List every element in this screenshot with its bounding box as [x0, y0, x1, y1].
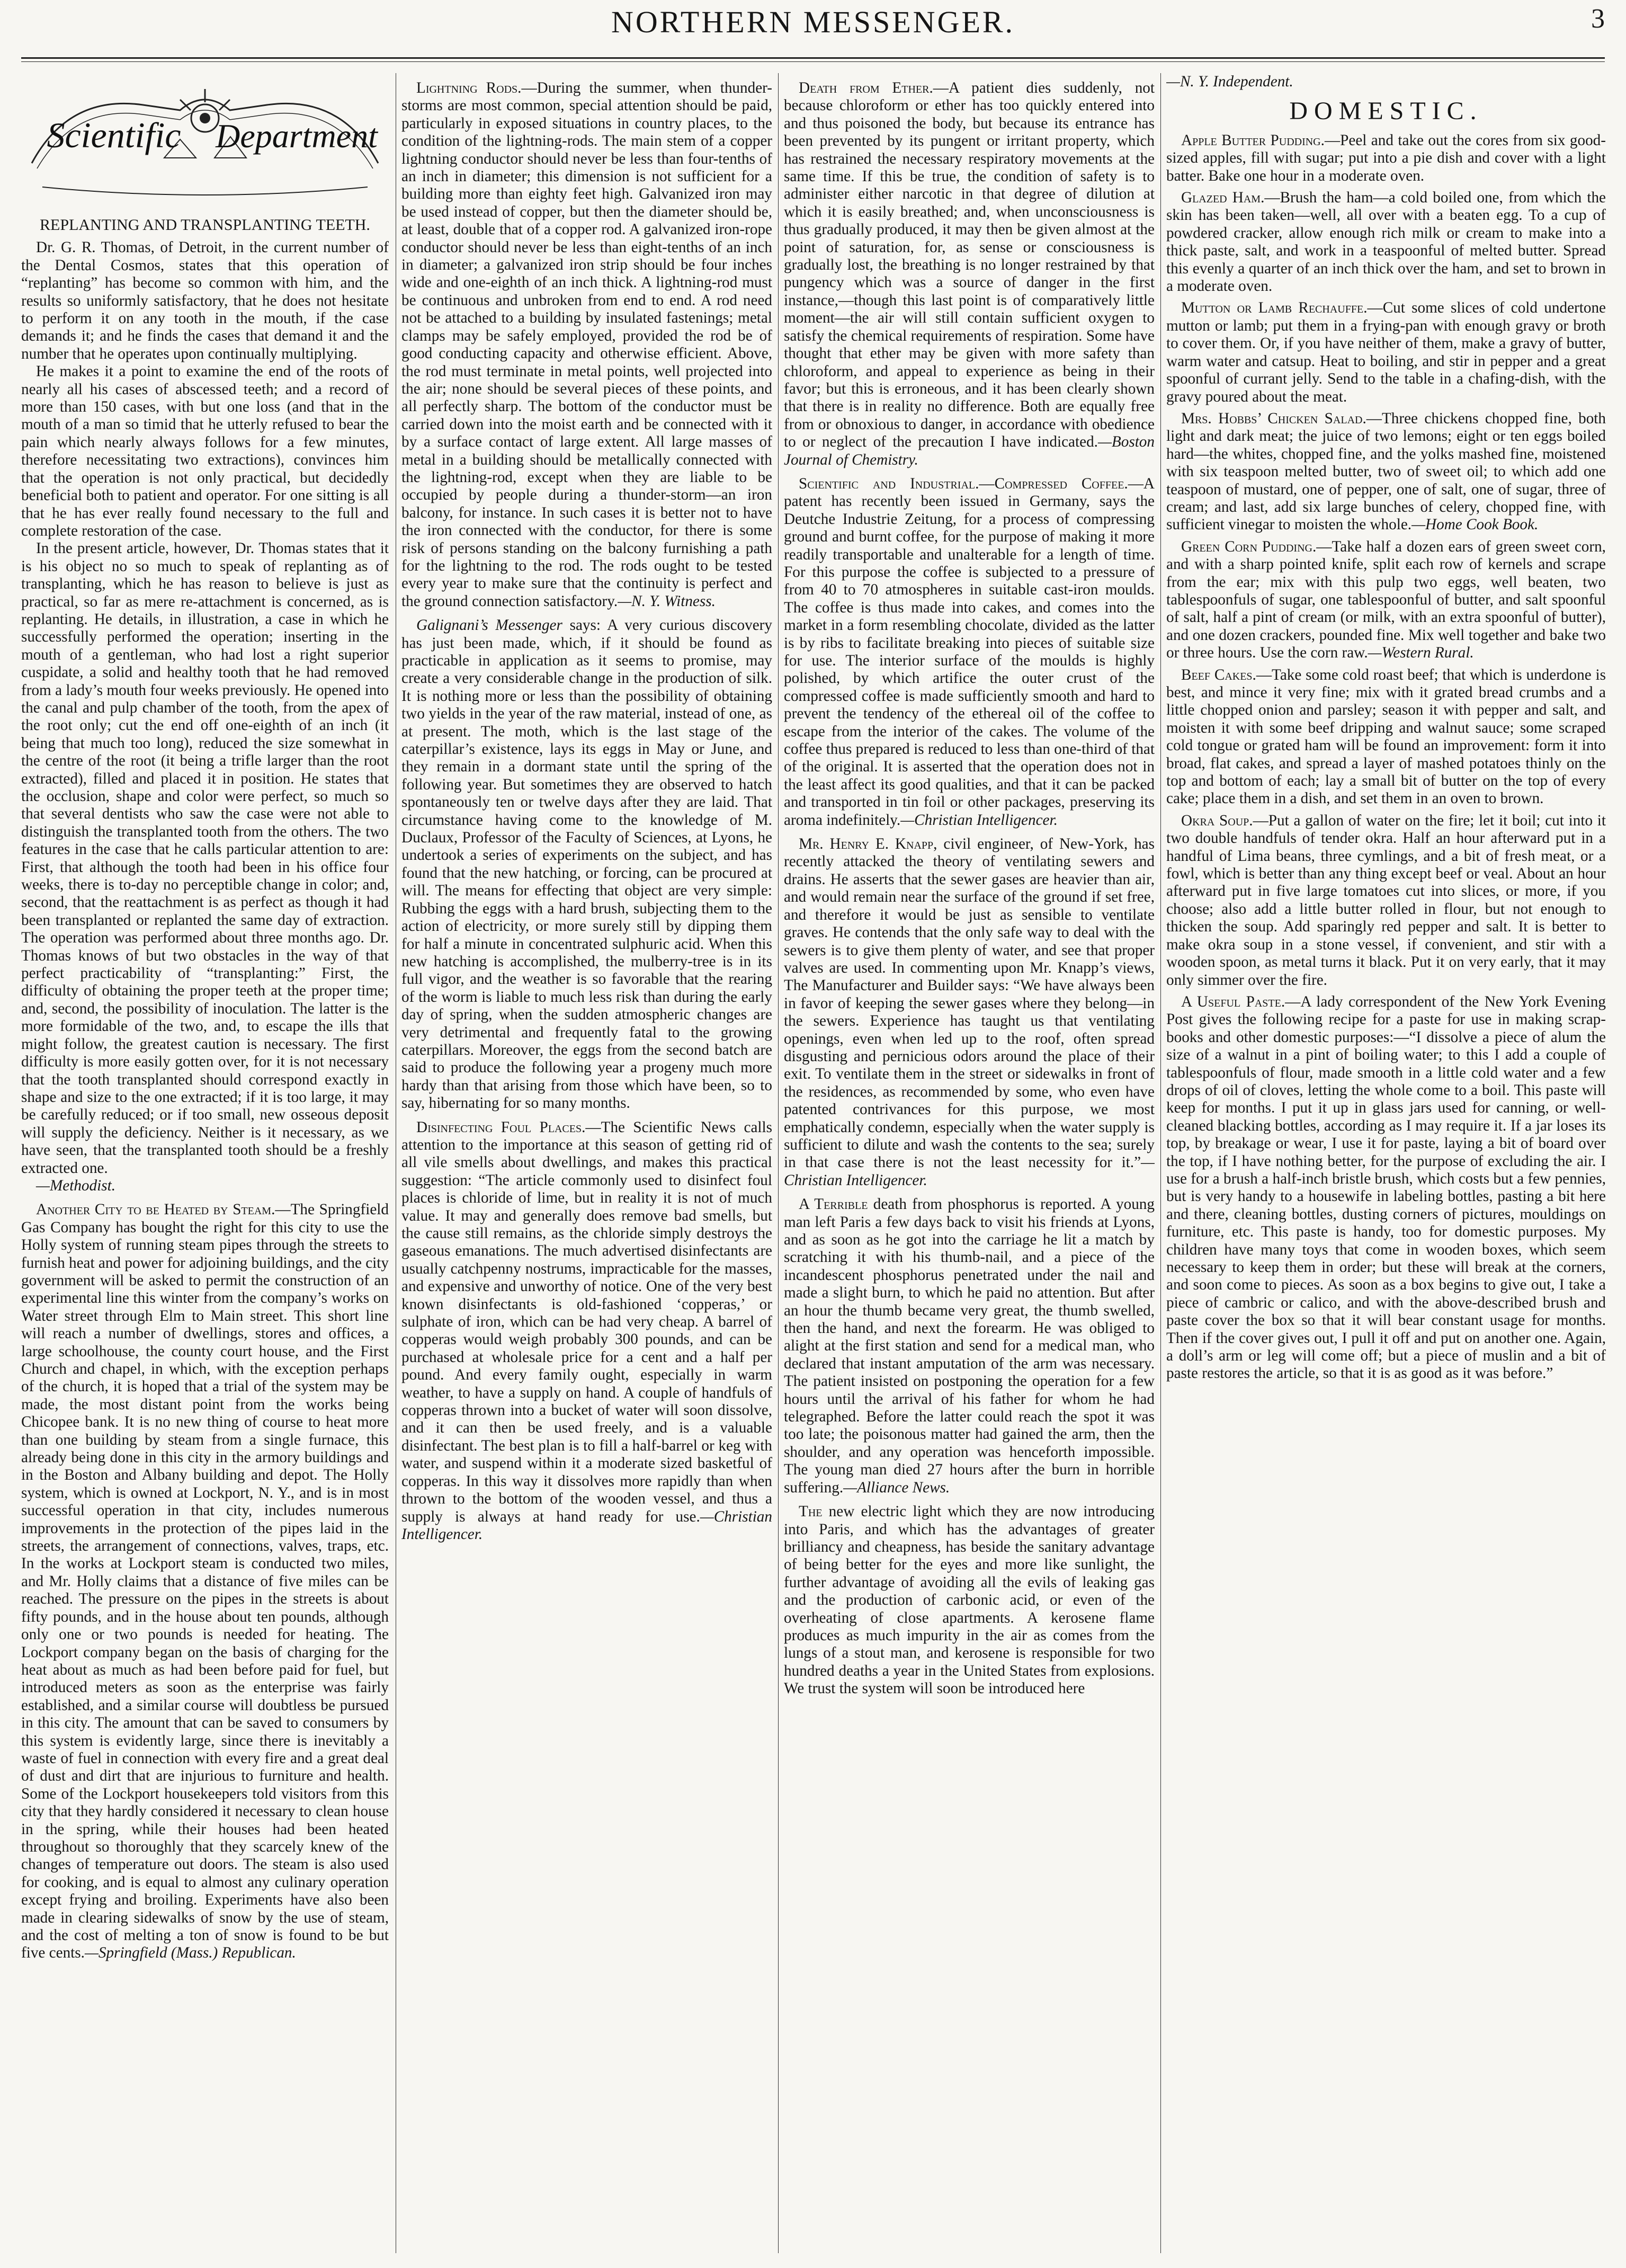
- article-phosphorus: [784, 1196, 1155, 1497]
- article-sewers: [784, 835, 1155, 1189]
- column-1: [21, 73, 389, 2253]
- recipe: [1166, 538, 1606, 662]
- page-number: 3: [1591, 4, 1605, 34]
- article-source: —Christian Intelligencer.: [900, 811, 1058, 829]
- recipe-source: —Home Cook Book.: [1411, 516, 1539, 533]
- banner-word-department: Department: [216, 117, 378, 155]
- article-text: —A patent has recently been issued in Germany, says the Deutche Industrie Zeitung, for a process of compressing ground and burnt coffee, for the purpose of making it more readily transportable and unalterable for a length of time. For this purpose the coffee is subjected to a pressure of from 40 to 70 atmospheres in suitable cast-iron moulds. The coffee is thus made into cakes, and comes into the market in a form resembling chocolate, divided as the latter is by ribs to facilitate breaking into pieces of suitable size for use. The interior surface of the moulds is highly polished, by which artifice the outer crust of the compressed coffee is made sufficiently smooth and hard to prevent the tendency of the ethereal oil of the coffee to escape from the interior of the cakes. The volume of the coffee thus prepared is reduced to less than one-third of that of the original. It is asserted that the operation does not in the least affect its good qualities, and that it can be packed and transported in tin foil or other packages, preserving its aroma indefinitely.: [784, 475, 1155, 829]
- column-divider: [1160, 73, 1161, 2253]
- recipe-text: —Cut some slices of cold undertone mutton or lamb; put them in a frying-pan with enough gravy or broth to cover them. Or, if you have neither of them, make a gravy of butter, warm water and catsup. Heat to boiling, and stir in pepper and a great spoonful of currant jelly. Send to the table in a chafing-dish, with the gravy poured about the meat.: [1166, 299, 1606, 405]
- article-lede: Another City to be Heated by Steam.: [36, 1201, 275, 1219]
- recipe-text: —Take half a dozen ears of green sweet corn, and with a sharp pointed knife, split each row of kernels and scrape from the ear; mix with this pulp two eggs, well beaten, two tablespoonfuls of sugar, one tablespoonful of butter, and salt spoonful of salt, half a pint of cream (or milk, with an extra spoonful of butter), and one dozen crackers, pounded fine. Mix well together and bake two or three hours. Use the corn raw.: [1166, 538, 1606, 662]
- article-disinfecting: [401, 1119, 772, 1544]
- article-source: —Methodist.: [36, 1177, 115, 1194]
- recipe: [1166, 666, 1606, 808]
- recipe-lede: Okra Soup.: [1181, 812, 1253, 829]
- article-lede: Scientific and Industrial.—Compressed Coffee.: [799, 475, 1128, 492]
- newspaper-title: NORTHERN MESSENGER.: [611, 5, 1015, 39]
- article-text: says: A very curious discovery has just been made, which, if it should be found as practicable in application as it seems to promise, may create a very considerable change in the production of silk. It is nothing more or less than the possibility of obtaining two yields in the year of the raw material, instead of one, as at present. The moth, which is the last stage of the caterpillar’s existence, lays its eggs in May or June, and they remain in a dormant state until the spring of the following year. But sometimes they are observed to hatch spontaneously ten or twelve days after they are laid. That circumstance having come to the knowledge of M. Duclaux, Professor of the Faculty of Sciences, at Lyons, he undertook a series of experiments on the subject, and has found that the new hatching, or forcing, can be procured at will. The means for effecting that object are very simple: Rubbing the eggs with a hard brush, subjecting them to the action of electricity, or more surely still by dipping them for half a minute in concentrated sulphuric acid. When this new hatching is accomplished, the mulberry-tree is in its full vigor, and the weather is so favorable that the rearing of the worm is liable to much less risk than during the early day of spring, when the sudden atmospheric changes are very detrimental and frequently fatal to the growing caterpillars. Moreover, the eggs from the second batch are said to produce the following year a progeny much more hardy than that arising from those which have been, so to say, hibernating for so many months.: [401, 617, 772, 1112]
- recipe: [1166, 812, 1606, 989]
- article-source: —Boston Journal of Chemistry.: [784, 433, 1155, 468]
- column-3: [784, 73, 1155, 2253]
- paragraph: He makes it a point to examine the end of the roots of nearly all his cases of abscessed teeth; and a record of more than 150 cases, with but one loss (and that in the mouth of a man so timid that he utterly refused to bear the pain which nearly always follows for a few minutes, therefore necessitating two extractions), convinces him that the operation is not only practical, but decidedly beneficial both to patient and operator. For one sitting is all that he has ever really found necessary to the full and complete restoration of the case.: [21, 363, 389, 539]
- recipe: [1166, 189, 1606, 295]
- article-text: new electric light which they are now introducing into Paris, and which has the advantages of greater brilliancy and cheapness, has beside the sanitary advantage of being better for the eyes and more like sunlight, the further advantage of avoiding all the evils of leaking gas and the production of carbonic acid, or even of the overheating of close apartments. A kerosene flame produces as much impurity in the air as comes from the lungs of a stout man, and kerosene is responsible for two hundred deaths a year in the United States from explosions. We trust the system will soon be introduced here: [784, 1503, 1155, 1697]
- column-4: [1166, 73, 1606, 2253]
- masthead: [21, 3, 1605, 56]
- scientific-department-banner: [21, 73, 389, 211]
- recipe-text: —A lady correspondent of the New York Evening Post gives the following recipe for a paste for use in making scrap-books and other domestic purposes:—“I dissolve a piece of alum the size of a walnut in a pint of boiling water; to this I add a couple of tablespoonfuls of flour, made smooth in a little cold water and a few drops of oil of cloves, letting the whole come to a boil. This paste will keep for months. I put it up in glass jars used for canning, or well-cleaned blacking bottles, according as I may require it. If a jar loses its top, by breakage or wear, I use it for paste, laying a bit of board over the top, if I have nothing better, for the purpose of excluding the air. I use for a brush a half-inch bristle brush, which costs but a few pennies, but is very handy to a housewife in labeling bottles, pasting a bit here and there, cleaning bottles, dusting corners of pictures, mouldings on furniture, etc. This paste is handy, too for domestic purposes. My children have many toys that come in wooden boxes, which seem necessary to keep them in order; but these will break at the corners, and soon come to pieces. As soon as a box begins to give out, I take a piece of cambric or calico, and with the above-described brush and paste cover the box so that it will bear constant usage for months. Then if the cover gives out, I pull it off and put on another one. Again, a doll’s arm or leg will come off; but a piece of muslin and a bit of paste restores the article, so that it is as good as it was before.”: [1166, 993, 1606, 1382]
- article-text: civil engineer, of New-York, has recently attacked the theory of ventilating sewers and drains. He asserts that the sewer gases are heavier than air, and would remain near the surface of the ground if set free, and therefore it would be just as sensible to ventilate graves. He contends that the only safe way to deal with the sewers is to give them plenty of water, and see that proper valves are used. In commenting upon Mr. Knapp’s views, The Manufacturer and Builder says: “We have always been in favor of keeping the sewer gases where they belong—in the sewers. Experience has taught us that ventilating openings, even when led up to the roof, often spread disgusting and pernicious odors around the place of their exit. To ventilate them in the street or sidewalks in front of the residences, as recommended by some, who even have patented contrivances for this purpose, we most emphatically condemn, especially when the water supply is sufficient to dilute and wash the contents to the sea; surely in that case there is not the least necessity for it.”: [784, 835, 1155, 1171]
- article-galignani: [401, 617, 772, 1112]
- recipe-lede: Glazed Ham.: [1181, 189, 1265, 207]
- article-lightning-rods: [401, 79, 772, 610]
- recipe: [1166, 410, 1606, 534]
- recipe-text: —Three chickens chopped fine, both light and dark meat; the juice of two lemons; eight or ten eggs boiled hard—the whites, chopped fine, and the yolks mashed fine, moistened with six teaspoon melted butter, two of sweet oil; to which add one teaspoon of mustard, one of pepper, one of salt, one of sugar, three of cream; and last, add six large bunches of celery, chopped fine, with sufficient vinegar to moisten the whole.: [1166, 410, 1606, 533]
- column-divider: [778, 73, 779, 2253]
- article-text: —During the summer, when thunder-storms are most common, special attention should be paid, particularly in exposed situations in country places, to the condition of the lightning-rods. The main stem of a copper lightning conductor should never be less than four-tenths of an inch in diameter; this dimension is not sufficient for a building more than eighty feet high. Galvanized iron may be used instead of copper, but then the diameter should be, at least, double that of a copper rod. A galvanized iron-rope conductor should never be less than eight-tenths of an inch in diameter; a galvanized iron strip should be four inches wide and one-eighth of an inch thick. A lightning-rod must be continuous and unbroken from end to end. A rod need not be attached to a building by insulated fastenings; metal clamps may be safely employed, provided the rod be of good conducting capacity and otherwise efficient. Above, the rod must terminate in metal points, well projected into the air; none should be several pieces of these points, and all perfectly sharp. The bottom of the conductor must be carried down into the moist earth and be connected with it by a surface contact of large extent. All large masses of metal in a building should be metallically connected with the lightning-rod, except when they are liable to be occupied by people during a thunder-storm—an iron balcony, for instance. In such cases it is better not to have the iron connected with the conductor, for there is some risk of persons standing on the balcony furnishing a path for the lightning to the rod. The rods ought to be tested every year to make sure that the continuity is perfect and the ground connection satisfactory.: [401, 79, 772, 610]
- article-lede: Disinfecting Foul Places.: [416, 1118, 586, 1136]
- article-ether: [784, 79, 1155, 469]
- recipe-lede: Green Corn Pudding.: [1181, 538, 1317, 555]
- article-lede: Mr. Henry E. Knapp,: [799, 835, 937, 853]
- recipe-text: —Peel and take out the cores from six good-sized apples, fill with sugar; put into a pie dish and cover with a light batter. Bake one hour in a moderate oven.: [1166, 131, 1606, 184]
- article-lede: Galignani’s Messenger: [416, 617, 562, 634]
- paragraph: In the present article, however, Dr. Thomas states that it is his object no so much to speak of replanting as of transplanting, which he has reason to believe is just as practical, so far as mere re-attachment is concerned, as is replanting. He details, in illustration, a case in which he successfully performed the operation; inserting in the mouth of a gentleman, who had lost a right superior cuspidate, a solid and healthy tooth that he had removed from a lady’s mouth four weeks previously. He opened into the canal and pulp chamber of the tooth, from the apex of the root only; cut the end off one-eighth of an inch (it being that much too long), reduced the size somewhat in the centre of the root (it being a trifle larger than the root extracted), filled and placed it in position. He states that the occlusion, shape and color were perfect, so much so that several dentists who saw the case were not able to distinguish the transplanted tooth from the others. The two features in the case that he calls particular attention to are: First, that although the tooth had been in his office four weeks, there is to-day no perceptible change in color; and, second, that the reattachment is as perfect as though it had been transplanted or replanted the same day of extraction. The operation was performed about three months ago. Dr. Thomas knows of but two obstacles in the way of that perfect practicability of “transplanting:” First, the difficulty of obtaining the proper teeth at the proper time; and, second, the possibility of inoculation. The latter is the more formidable of the two, and, to escape the ills that might follow, the greatest caution is necessary. The first difficulty is more easily gotten over, for it is not necessary that the tooth transplanted should correspond exactly in shape and size to the one extracted; if it is too large, it may be carefully reduced; or if too small, new osseous deposit will supply the deficiency. Neither is it necessary, as we have seen, that the transplanted tooth should be a freshly extracted one.: [21, 540, 389, 1177]
- banner-illustration-icon: [21, 73, 389, 211]
- article-lede: Death from Ether.: [799, 79, 933, 96]
- recipe: [1166, 993, 1606, 1383]
- article-lede: The: [799, 1503, 823, 1520]
- banner-word-scientific: Scientific: [47, 115, 181, 155]
- masthead-rule: [21, 57, 1605, 59]
- article-source: —Christian Intelligencer.: [401, 1508, 772, 1543]
- article-source: —Springfield (Mass.) Republican.: [84, 1944, 296, 1962]
- article-source: —N. Y. Independent.: [1166, 73, 1293, 90]
- recipe-text: —Take some cold roast beef; that which is underdone is best, and mince it very fine; mix with it grated bread crumbs and a little chopped onion and parsley; season it with pepper and salt, and moisten it with some beef dripping and walnut sauce; some scraped cold tongue or grated ham will be found an improvement: form it into broad, flat cakes, and spread a layer of mashed potatoes thinly on the top and bottom of each; lay a small bit of butter on the top of every cake; place them in a dish, and set them in an oven to brown.: [1166, 666, 1606, 807]
- recipe-lede: A Useful Paste.: [1181, 993, 1285, 1010]
- article-source: —Alliance News.: [843, 1479, 950, 1496]
- recipe: [1166, 299, 1606, 405]
- article-heading-replanting: REPLANTING AND TRANSPLANTING TEETH.: [40, 216, 370, 234]
- masthead-rule-thin: [21, 61, 1605, 62]
- article-source: —N. Y. Witness.: [618, 592, 716, 610]
- article-text: —A patient dies suddenly, not because chloroform or ether has too quickly entered into and thus poisoned the body, but because its entrance has been prevented by its pungent or irritant property, which has restrained the necessary respiratory movements at the same time. If this be true, the condition of safety is to administer either narcotic in that degree of dilution at which it is easily breathed; and, when unconsciousness is thus gradually produced, it may then be given almost at the point of saturation, for, as sense or consciousness is gradually lost, the breathing is no longer restrained by that pungency which was a source of danger in the first instance,—though this last point is of comparatively little moment—the air will still contain sufficient oxygen to satisfy the chemical requirements of respiration. Some have thought that ether may be given with more safety than chloroform, and appeal to experience as being in their favor; but this is erroneous, and it has been clearly shown that there is in reality no difference. Both are equally free from or obnoxious to danger, in accordance with obedience to or neglect of the precaution I have indicated.: [784, 79, 1155, 451]
- article-text: —The Springfield Gas Company has bought the right for this city to use the Holly system of running steam pipes through the streets to furnish heat and power for adjoining buildings, and the city government will be asked to permit the construction of an experimental line this winter from the company’s works on Water street through Elm to Main street. This short line will reach a number of dwellings, stores and offices, a large schoolhouse, the county court house, and the First Church and chapel, in which, with the exception perhaps of the church, it is hoped that a trial of the system may be made, the most distant point from the works being Chicopee bank. It is no new thing of course to heat more than one building by steam from a single furnace, this already being done in this city in the armory buildings and in the Boston and Albany building and depot. The Holly system, which is owned at Lockport, N. Y., and is in most successful operation in that city, includes numerous improvements in the protection of the pipes laid in the streets, the arrangement of connections, valves, traps, etc. In the works at Lockport steam is conducted two miles, and Mr. Holly claims that a distance of five miles can be reached. The pressure on the pipes in the streets is about fifty pounds, and in the house about ten pounds, although only one or two pounds is needed for heating. The Lockport company began on the basis of charging for the heat about as much as had been before paid for fuel, but introduced meters as soon as the enterprise was fairly established, and a similar course will doubtless be pursued in this city. The amount that can be saved to consumers by this system is evidently large, since there is inevitably a waste of fuel in connection with every fire and a great deal of dust and dirt that are injurious to furniture and health. Some of the Lockport housekeepers told visitors from this city that they hardly considered it necessary to clean house in the spring, while their houses had been heated throughout so thoroughly that they scarcely knew of the changes of temperature out doors. The steam is also used for cooking, and is equal to almost any culinary operation except frying and broiling. Experiments have also been made in clearing sidewalks of snow by the use of steam, and the cost of melting a ton of snow is found to be but five cents.: [21, 1201, 389, 1962]
- article-text: death from phosphorus is reported. A young man left Paris a few days back to visit his friends at Lyons, and as soon as he got into the carriage he lit a match by scratching it with his thumb-nail, and a piece of the incandescent phosphorus penetrated under the nail and made a slight burn, to which he paid no attention. But after an hour the thumb became very great, the thumb swelled, then the hand, and next the forearm. He was obliged to alight at the first station and send for a medical man, who declared that instant amputation of the arm was necessary. The patient insisted on postponing the operation for a few hours until the arrival of his father for whom he had telegraphed. Before the latter could reach the spot it was too late; the poisonous matter had gained the arm, then the shoulder, and any operation was henceforth impossible. The young man died 27 hours after the burn in horrible suffering.: [784, 1196, 1155, 1496]
- article-heated-city: [21, 1201, 389, 1962]
- article-lede: Lightning Rods.: [416, 79, 522, 96]
- recipe: [1166, 132, 1606, 185]
- article-electric-light: [784, 1503, 1155, 1697]
- article-text: —The Scientific News calls attention to the importance at this season of getting rid of all vile smells about dwellings, and makes this practical suggestion: “The article commonly used to disinfect foul places is chloride of lime, but in reality it is not of much value. It may and generally does remove bad smells, but the cause still remains, as the chloride simply destroys the gaseous emanations. The much advertised disinfectants are usually catchpenny nostrums, impracticable for the masses, and expensive and unworthy of notice. One of the very best known disinfectants is old-fashioned ‘copperas,’ or sulphate of iron, which can be had very cheap. A barrel of copperas would weigh probably 300 pounds, and can be purchased at wholesale price for a cent and a half per pound. And every family ought, especially in warm weather, to have a supply on hand. A couple of handfuls of copperas thrown into a bucket of water will soon dissolve, and it can then be used freely, and is a valuable disinfectant. The best plan is to fill a half-barrel or keg with water, and suspend within it a moderate sized basketful of copperas. In this way it dissolves more rapidly than when thrown to the bottom of the wooden vessel, and thus a supply is always at hand ready for use.: [401, 1118, 772, 1525]
- recipe-text: —Brush the ham—a cold boiled one, from which the skin has been taken—well, all over with a beaten egg. To a cup of powdered cracker, allow enough rich milk or cream to make into a thick paste, salt, and work in a teaspoonful of melted butter. Spread this evenly a quarter of an inch thick over the ham, and set to brown in a moderate oven.: [1166, 189, 1606, 295]
- recipe-text: —Put a gallon of water on the fire; let it boil; cut into it two double handfuls of tender okra. Half an hour afterward put in a handful of Lima beans, three cymlings, and a bit of fresh meat, or a fowl, which is better than any thing except beef or veal. About an hour afterward put in five large tomatoes cut into slices, or more, if you choose; also add a little butter rolled in flour, but not enough to thicken the soup. Add sparingly red pepper and salt. It is better to make okra soup in a stone vessel, if convenient, and stir with a wooden spoon, as metal turns it black. Put it on very early, that it may only simmer over the fire.: [1166, 812, 1606, 989]
- recipe-lede: Mrs. Hobbs’ Chicken Salad.: [1181, 410, 1366, 427]
- recipe-lede: Mutton or Lamb Rechauffe.: [1181, 299, 1368, 317]
- recipe-lede: Beef Cakes.: [1181, 666, 1256, 683]
- article-source: —Christian Intelligencer.: [784, 1154, 1155, 1189]
- article-coffee: [784, 475, 1155, 829]
- section-heading-domestic: DOMESTIC.: [1289, 97, 1483, 126]
- column-2: [401, 73, 772, 2253]
- article-lede: A Terrible: [799, 1196, 868, 1213]
- recipe-lede: Apple Butter Pudding.: [1181, 131, 1325, 149]
- recipe-source: —Western Rural.: [1368, 644, 1474, 662]
- paragraph: Dr. G. R. Thomas, of Detroit, in the current number of the Dental Cosmos, states that this operation of “replanting” has become so common with him, and the results so uniformly satisfactory, that he does not hesitate to perform it on any tooth in the mouth, if the case demands it; and he finds the cases that demand it and the number that he operates upon continually multiplying.: [21, 239, 389, 362]
